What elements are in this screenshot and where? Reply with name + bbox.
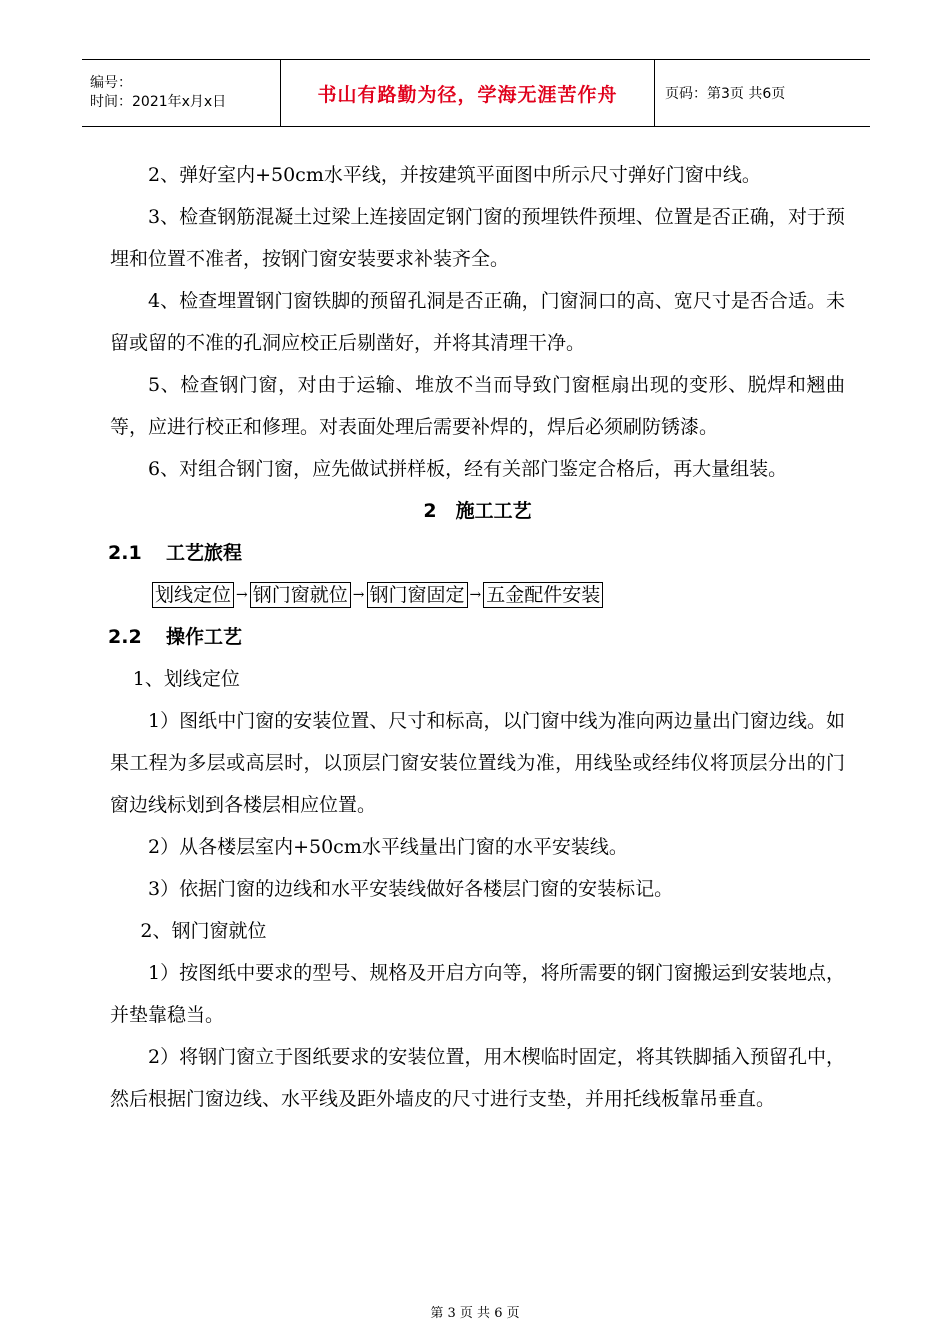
paragraph: 1）图纸中门窗的安装位置、尺寸和标高，以门窗中线为准向两边量出门窗边线。如果工程为多层或高层时，以顶层门窗安装位置线为准，用线坠或经纬仪将顶层分出的门窗边线标划到各楼层相应位置。	[110, 710, 845, 816]
document-number-label: 编号：	[90, 75, 132, 91]
arrow-right-icon: →	[469, 587, 482, 603]
paragraph: 1）按图纸中要求的型号、规格及开启方向等，将所需要的钢门窗搬运到安装地点，并垫靠稳当。	[110, 962, 845, 1026]
paragraph: 4、检查埋置钢门窗铁脚的预留孔洞是否正确，门窗洞口的高、宽尺寸是否合适。未留或留的不准的孔洞应校正后剔凿好，并将其清理干净。	[110, 290, 845, 354]
flow-step: 划线定位	[152, 582, 234, 608]
page-footer: 第 3 页 共 6 页	[430, 1306, 520, 1321]
subsection-text: 工艺旅程	[166, 542, 243, 564]
document-body	[110, 154, 845, 1120]
arrow-right-icon: →	[352, 587, 365, 603]
subsection-number: 2.1	[108, 542, 142, 564]
header-page-info: 页码：第3页 共6页	[665, 86, 786, 102]
flow-step: 钢门窗固定	[367, 582, 468, 608]
document-time: 时间：2021年x月x日	[90, 94, 227, 110]
paragraph: 3、检查钢筋混凝土过梁上连接固定钢门窗的预埋铁件预埋、位置是否正确，对于预埋和位置不准者，按钢门窗安装要求补装齐全。	[110, 206, 845, 270]
flow-step: 五金配件安装	[483, 582, 603, 608]
subsection-number: 2.2	[108, 626, 142, 648]
item-title: 1、划线定位	[132, 668, 240, 690]
section-title: 2 施工工艺	[423, 500, 532, 522]
header-motto: 书山有路勤为径，学海无涯苦作舟	[281, 60, 655, 126]
paragraph: 2）从各楼层室内+50cm水平线量出门窗的水平安装线。	[148, 836, 628, 858]
paragraph: 5、检查钢门窗，对由于运输、堆放不当而导致门窗框扇出现的变形、脱焊和翘曲等，应进行校正和修理。对表面处理后需要补焊的，焊后必须刷防锈漆。	[110, 374, 845, 438]
header-meta	[82, 60, 281, 126]
subsection-title	[108, 532, 845, 574]
paragraph: 2、弹好室内+50cm水平线，并按建筑平面图中所示尺寸弹好门窗中线。	[148, 164, 761, 186]
paragraph: 6、对组合钢门窗，应先做试拼样板，经有关部门鉴定合格后，再大量组装。	[148, 458, 788, 480]
subsection-title	[108, 616, 845, 658]
subsection-text: 操作工艺	[166, 626, 243, 648]
process-flow	[152, 574, 845, 616]
arrow-right-icon: →	[236, 587, 248, 603]
paragraph: 3）依据门窗的边线和水平安装线做好各楼层门窗的安装标记。	[148, 878, 674, 900]
item-title: 2、钢门窗就位	[140, 920, 267, 942]
page-header	[82, 59, 870, 127]
paragraph: 2）将钢门窗立于图纸要求的安装位置，用木楔临时固定，将其铁脚插入预留孔中，然后根据门窗边线、水平线及距外墙皮的尺寸进行支垫，并用托线板靠吊垂直。	[110, 1046, 845, 1110]
flow-step: 钢门窗就位	[250, 582, 351, 608]
